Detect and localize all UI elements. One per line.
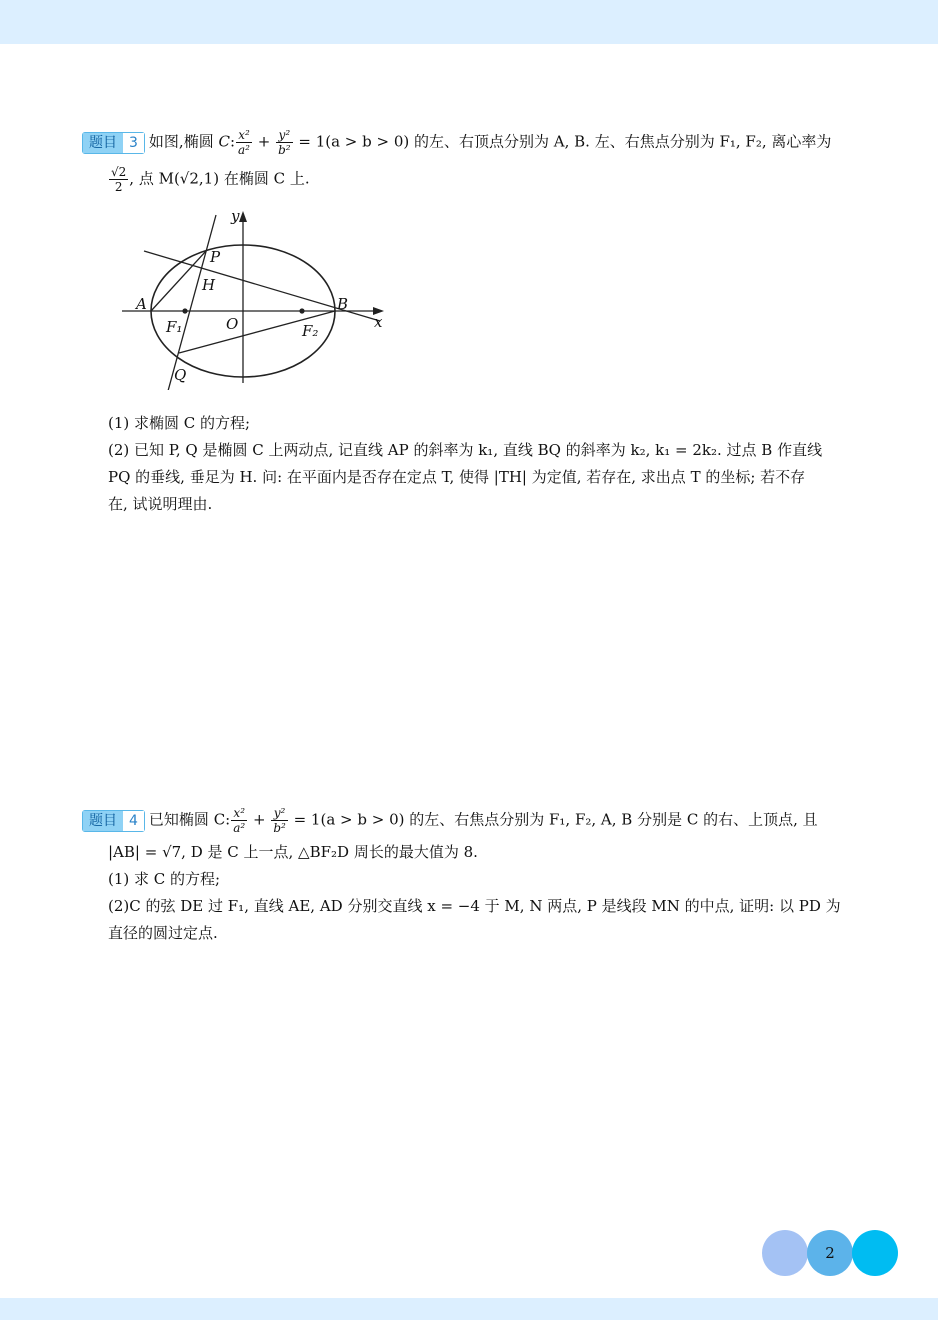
p3-sub-1: (1) 求椭圆 C 的方程; [108, 414, 251, 432]
problem-tag: 题目 3 [82, 132, 145, 154]
fraction-sqrt2-2: $\frac{√2}{2}$ [111, 165, 127, 194]
label-y: y [231, 207, 240, 225]
label-o: O [226, 315, 239, 333]
problem-tag: 题目 4 [82, 810, 145, 832]
fraction-y2-b2: $\frac{\text{y²}}{\text{b²}}$ [273, 806, 286, 835]
decor-circle-left [762, 1230, 808, 1276]
p3-sub-2-line-2: PQ 的垂线, 垂足为 H. 问: 在平面内是否存在定点 T, 使得 |TH| 为定值, 若存在, 求出点 T 的坐标; 若不存 [108, 468, 806, 486]
problem-3-line-2: $\frac{√2}{2}$ , 点 M(√2,1) 在椭圆 C 上. [111, 165, 310, 194]
problem-3-subquestions [82, 410, 872, 518]
p4-sub-1: (1) 求 C 的方程; [108, 870, 221, 888]
problem-3 [82, 128, 872, 194]
footer-band [0, 1298, 938, 1320]
line-pq [168, 215, 216, 390]
fraction-x2-a2: $\frac{\text{x²}}{\text{a²}}$ [238, 128, 250, 157]
problem-3-line-1: 题目 3 如图,椭圆 C: $\frac{\text{x²}}{\text{a²}}$ + $\frac{\text{y²}}{\text{b²}}$ = 1(a > b > 0) 的左、右顶点分别为 A, B. 左、右焦点分别为 F₁, F₂, 离心率为 [82, 128, 872, 157]
page-number-badge [762, 1230, 902, 1276]
label-f2: F₂ [302, 322, 319, 340]
label-f1: F₁ [166, 318, 183, 336]
problem-4-line-2: |AB| = √7, D 是 C 上一点, △BF₂D 周长的最大值为 8. [108, 843, 478, 861]
label-x: x [374, 313, 383, 331]
p3-sub-2-line-3: 在, 试说明理由. [108, 495, 213, 513]
decor-circle-right [852, 1230, 898, 1276]
label-p: P [210, 248, 221, 266]
label-b: B [337, 295, 349, 313]
header-band [0, 0, 938, 44]
page-number: 2 [825, 1244, 835, 1262]
problem-4-line-1: 题目 4 已知椭圆 C: $\frac{\text{x²}}{\text{a²}}$ + $\frac{\text{y²}}{\text{b²}}$ = 1(a > b > 0) 的左、右焦点分别为 F₁, F₂, A, B 分别是 C 的右、上顶点, 且 [82, 806, 872, 835]
ellipse-figure [118, 205, 392, 390]
p3-sub-2-line-1: (2) 已知 P, Q 是椭圆 C 上两动点, 记直线 AP 的斜率为 k₁, 直线 BQ 的斜率为 k₂, k₁ = 2k₂. 过点 B 作直线 [108, 441, 823, 459]
p4-sub-2-line-1: (2)C 的弦 DE 过 F₁, 直线 AE, AD 分别交直线 x = −4 于 M, N 两点, P 是线段 MN 的中点, 证明: 以 PD 为 [108, 897, 841, 915]
problem-4 [82, 806, 872, 947]
y-axis-arrow [239, 211, 247, 222]
fraction-y2-b2: $\frac{\text{y²}}{\text{b²}}$ [278, 128, 291, 157]
label-h: H [202, 276, 216, 294]
focus-f2-dot [299, 308, 304, 313]
focus-f1-dot [182, 308, 187, 313]
label-a: A [136, 295, 147, 313]
p4-sub-2-line-2: 直径的圆过定点. [108, 924, 218, 942]
fraction-x2-a2: $\frac{\text{x²}}{\text{a²}}$ [233, 806, 246, 835]
label-q: Q [174, 366, 187, 384]
